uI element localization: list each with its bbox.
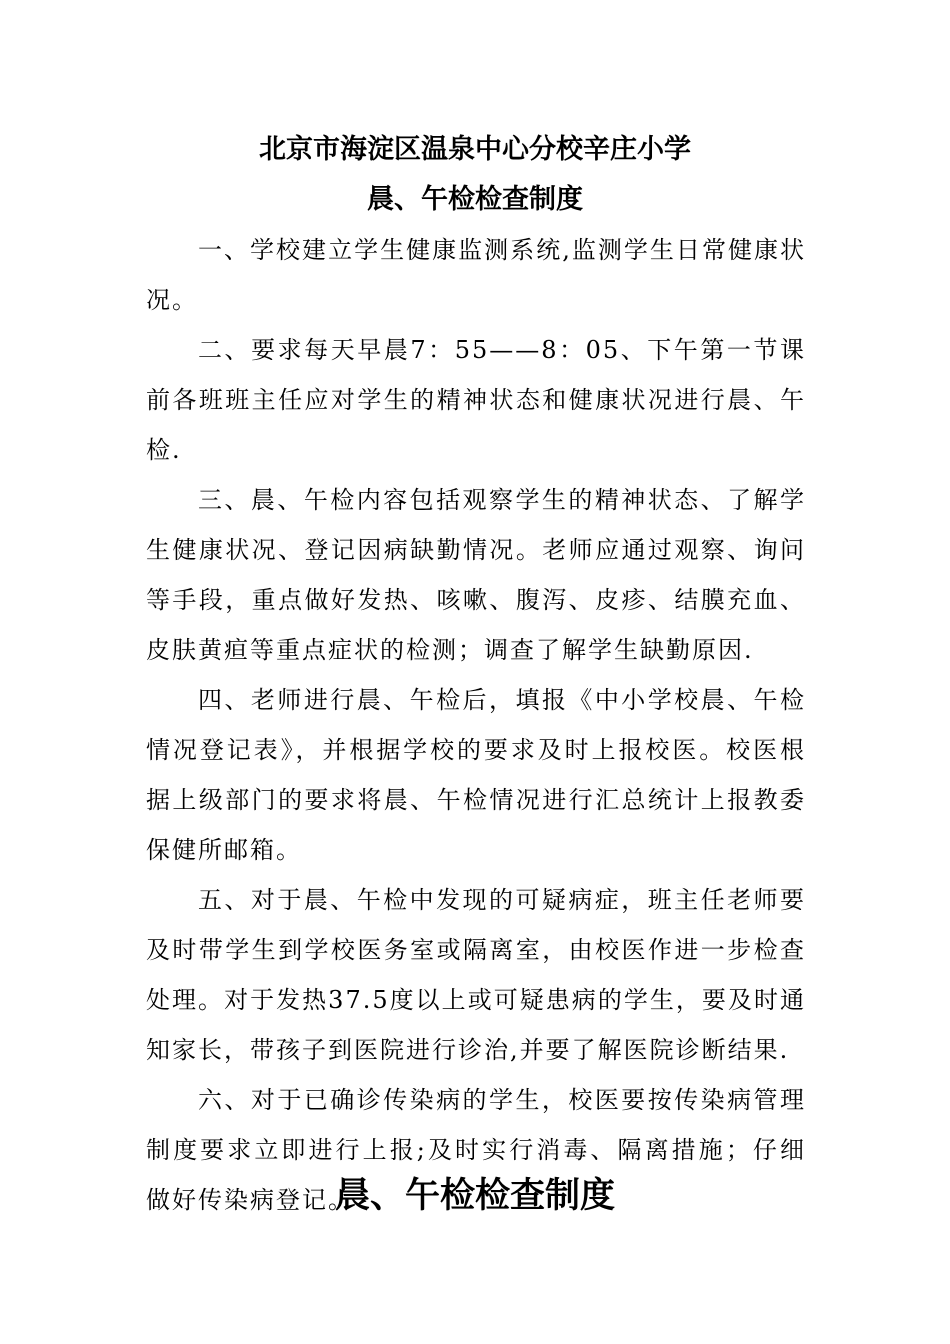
paragraph-4: 四、老师进行晨、午检后，填报《中小学校晨、午检情况登记表》，并根据学校的要求及时上报校医。校医根据上级部门的要求将晨、午检情况进行汇总统计上报教委保健所邮箱。	[146, 686, 806, 864]
paragraph-3: 三、晨、午检内容包括观察学生的精神状态、了解学生健康状况、登记因病缺勤情况。老师应通过观察、询问等手段，重点做好发热、咳嗽、腹泻、皮疹、结膜充血、皮肤黄疸等重点症状的检测；调查了解学生缺勤原因.	[146, 486, 806, 664]
regulation-body	[146, 225, 806, 1225]
regulation-title: 晨、午检检查制度	[367, 184, 583, 215]
paragraph-6: 六、对于已确诊传染病的学生，校医要按传染病管理制度要求立即进行上报;及时实行消毒、隔离措施；仔细做好传染病登记。	[146, 1086, 806, 1214]
paragraph-2: 二、要求每天早晨7：55——8：05、下午第一节课前各班班主任应对学生的精神状态和健康状况进行晨、午检.	[146, 336, 806, 464]
footer-title: 晨、午检检查制度	[334, 1176, 615, 1216]
paragraph-1: 一、学校建立学生健康监测系统,监测学生日常健康状况。	[146, 236, 806, 314]
paragraph-5: 五、对于晨、午检中发现的可疑病症，班主任老师要及时带学生到学校医务室或隔离室，由校医作进一步检查处理。对于发热37.5度以上或可疑患病的学生，要及时通知家长，带孩子到医院进行诊治,并要了解医院诊断结果.	[146, 886, 806, 1064]
school-title: 北京市海淀区温泉中心分校辛庄小学	[259, 134, 691, 165]
